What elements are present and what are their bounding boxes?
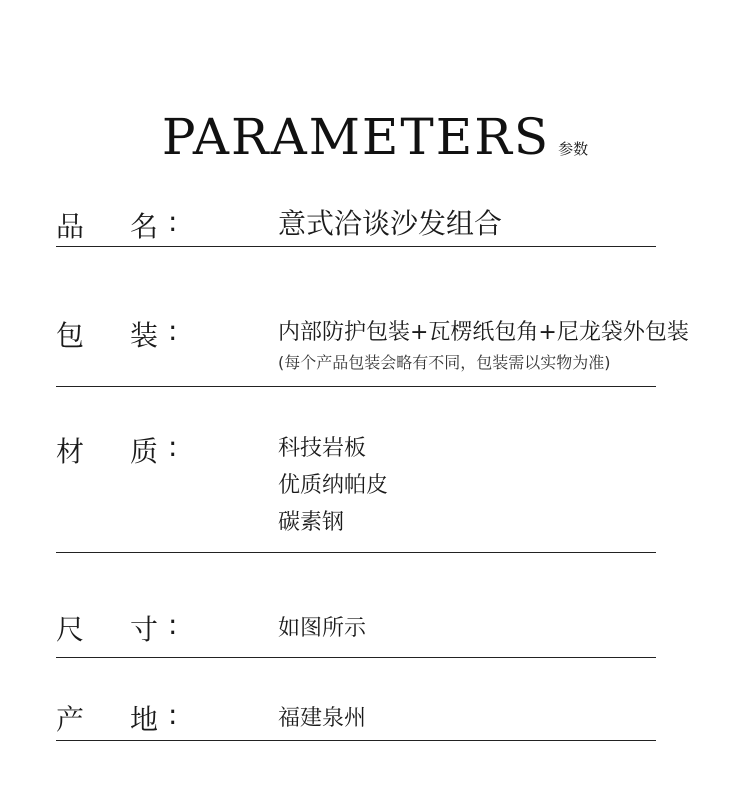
- param-value: 福建泉州: [278, 706, 367, 731]
- divider: [56, 246, 656, 247]
- label-char: 尺: [56, 613, 85, 646]
- param-value: 碳素钢: [278, 510, 345, 535]
- label-char: 寸: [130, 613, 159, 646]
- page-title: PARAMETERS: [161, 108, 551, 166]
- divider: [56, 552, 656, 553]
- page-subtitle: 参数: [558, 140, 589, 158]
- label-colon: :: [168, 608, 178, 641]
- label-colon: :: [168, 205, 178, 238]
- label-colon: :: [168, 314, 178, 347]
- param-value: 如图所示: [278, 616, 367, 641]
- label-char: 名: [130, 210, 159, 243]
- label-char: 品: [56, 210, 85, 243]
- label-colon: :: [168, 698, 178, 731]
- label-char: 质: [130, 435, 159, 468]
- param-value: 科技岩板: [278, 436, 367, 461]
- label-char: 地: [130, 703, 159, 736]
- label-char: 产: [56, 703, 85, 736]
- param-note: (每个产品包装会略有不同，包装需以实物为准): [278, 353, 611, 372]
- divider: [56, 657, 656, 658]
- label-colon: :: [168, 430, 178, 463]
- divider: [56, 386, 656, 387]
- divider: [56, 740, 656, 741]
- label-char: 材: [56, 435, 85, 468]
- param-value: 优质纳帕皮: [278, 473, 389, 498]
- label-char: 装: [130, 319, 159, 352]
- label-char: 包: [56, 319, 85, 352]
- header: [0, 108, 750, 166]
- param-value: 意式洽谈沙发组合: [278, 207, 503, 240]
- param-value: 内部防护包装+瓦楞纸包角+尼龙袋外包装: [278, 320, 689, 345]
